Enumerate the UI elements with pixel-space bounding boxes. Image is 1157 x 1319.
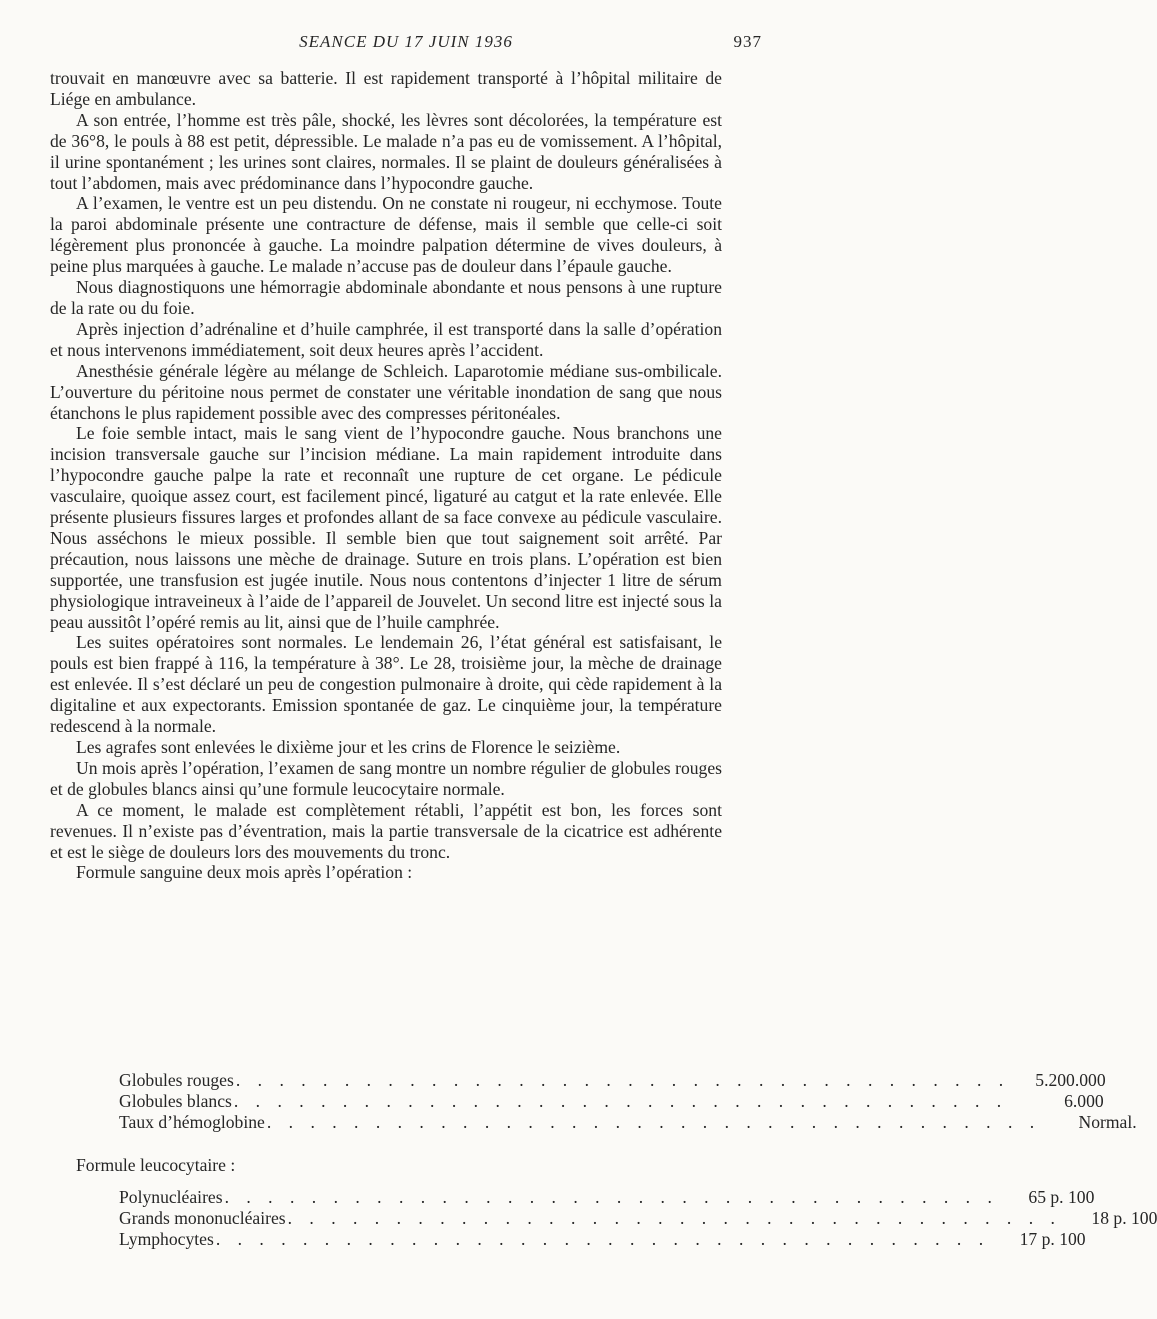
table-row (119, 1207, 1157, 1229)
row-value: 6.000 (1064, 1090, 1104, 1111)
paragraph: Un mois après l’opération, l’examen de sang montre un nombre régulier de globules rouges et de globules blancs ainsi qu’une formule leucocytaire normale. (50, 757, 722, 799)
table-row (119, 1111, 1137, 1133)
row-value: 65 p. 100 (1028, 1187, 1095, 1207)
leuco-formula-table (119, 1187, 1157, 1250)
row-value: 17 p. 100 (1019, 1228, 1086, 1249)
body-text (50, 68, 722, 883)
row-label: Globules rouges (119, 1070, 234, 1090)
paragraph: Formule sanguine deux mois après l’opération : (76, 862, 413, 883)
paragraph: Anesthésie générale légère au mélange de Schleich. Laparotomie médiane sus-ombilicale. L’ouverture du péritoine nous permet de constater une véritable inondation de sang que nous étanchons le plus rapidement possible avec des compresses péritonéales. (50, 360, 722, 423)
paragraph: trouvait en manœuvre avec sa batterie. Il est rapidement transporté à l’hôpital militaire de Liége en ambulance. (50, 68, 722, 109)
table-row (119, 1070, 1106, 1091)
paragraph: Les suites opératoires sont normales. Le lendemain 26, l’état général est satisfaisant, le pouls est bien frappé à 116, la température à 38°. Le 28, troisième jour, la mèche de drainage est enlevée. Il s’est déclaré un peu de congestion pulmonaire à droite, qui cède rapidement à la digitaline et aux expectorants. Emission spontanée de gaz. Le cinquième jour, la température redescend à la normale. (50, 632, 722, 737)
leader-dots: . . . . . . . . . . . . . . . . . . . . . . . . . . . . . . . . . . . . (224, 1187, 999, 1207)
page-number: 937 (733, 32, 762, 51)
paragraph: A l’examen, le ventre est un peu distendu. On ne constate ni rougeur, ni ecchymose. Toute la paroi abdominale présente une contracture de défense, mais il semble que celle-ci soit légèrement plus prononcée à gauche. La moindre palpation détermine de vives douleurs, à peine plus marquées à gauche. Le malade n’accuse pas de douleur dans l’épaule gauche. (50, 193, 722, 277)
blood-formula-table (119, 1070, 1137, 1133)
row-value: Normal. (1078, 1111, 1137, 1132)
table-row (119, 1187, 1095, 1208)
leader-dots: . . . . . . . . . . . . . . . . . . . . . . . . . . . . . . . . . . . . (233, 1090, 1008, 1111)
running-head (50, 32, 762, 54)
leuco-heading: Formule leucocytaire : (76, 1155, 236, 1175)
paragraph: Les agrafes sont enlevées le dixième jour et les crins de Florence le seizième. (76, 737, 621, 757)
running-title: SEANCE DU 17 JUIN 1936 (299, 32, 513, 51)
table-row (119, 1090, 1104, 1112)
leader-dots: . . . . . . . . . . . . . . . . . . . . . . . . . . . . . . . . . . . . (235, 1070, 1010, 1090)
paragraph: Après injection d’adrénaline et d’huile camphrée, il est transporté dans la salle d’opération et nous intervenons immédiatement, soit deux heures après l’accident. (50, 318, 722, 360)
table-row (119, 1228, 1086, 1250)
row-label: Lymphocytes (119, 1228, 214, 1249)
paragraph: Le foie semble intact, mais le sang vient de l’hypocondre gauche. Nous branchons une incision transversale gauche sur l’incision médiane. La main rapidement introduite dans l’hypocondre gauche palpe la rate et reconnaît une rupture de cet organe. Le pédicule vasculaire, quoique assez court, est facilement pincé, ligaturé au catgut et la rate enlevée. Elle présente plusieurs fissures larges et profondes allant de sa face convexe au pédicule vasculaire. Nous asséchons le mieux possible. Il semble bien que tout saignement soit arrêté. Par précaution, nous laissons une mèche de drainage. Suture en trois plans. L’opération est bien supportée, une transfusion est jugée inutile. Nous nous contentons d’injecter 1 litre de sérum physiologique intraveineux à l’aide de l’appareil de Jouvelet. Un second litre est injecté sous la peau aussitôt l’opéré remis au lit, ainsi que de l’huile camphrée. (50, 423, 722, 632)
leader-dots: . . . . . . . . . . . . . . . . . . . . . . . . . . . . . . . . . . . . (266, 1111, 1041, 1132)
paragraph: A ce moment, le malade est complètement rétabli, l’appétit est bon, les forces sont revenues. Il n’existe pas d’éventration, mais la partie transversale de la cicatrice est adhérente et est le siège de douleurs lors des mouvements du tronc. (50, 799, 722, 862)
paragraph: Nous diagnostiquons une hémorragie abdominale abondante et nous pensons à une rupture de la rate ou du foie. (50, 277, 722, 318)
paragraph: A son entrée, l’homme est très pâle, shocké, les lèvres sont décolorées, la température est de 36°8, le pouls à 88 est petit, dépressible. Le malade n’a pas eu de vomissement. A l’hôpital, il urine spontanément ; les urines sont claires, normales. Il se plaint de douleurs généralisées à tout l’abdomen, mais avec prédominance dans l’hypocondre gauche. (50, 109, 722, 193)
row-value: 18 p. 100 (1091, 1207, 1157, 1228)
row-label: Taux d’hémoglobine (119, 1111, 265, 1132)
leader-dots: . . . . . . . . . . . . . . . . . . . . . . . . . . . . . . . . . . . . (215, 1228, 990, 1249)
row-label: Polynucléaires (119, 1187, 223, 1207)
row-value: 5.200.000 (1035, 1070, 1106, 1090)
row-label: Globules blancs (119, 1090, 232, 1111)
row-label: Grands mononucléaires (119, 1207, 286, 1228)
leader-dots: . . . . . . . . . . . . . . . . . . . . . . . . . . . . . . . . . . . . (287, 1207, 1062, 1228)
